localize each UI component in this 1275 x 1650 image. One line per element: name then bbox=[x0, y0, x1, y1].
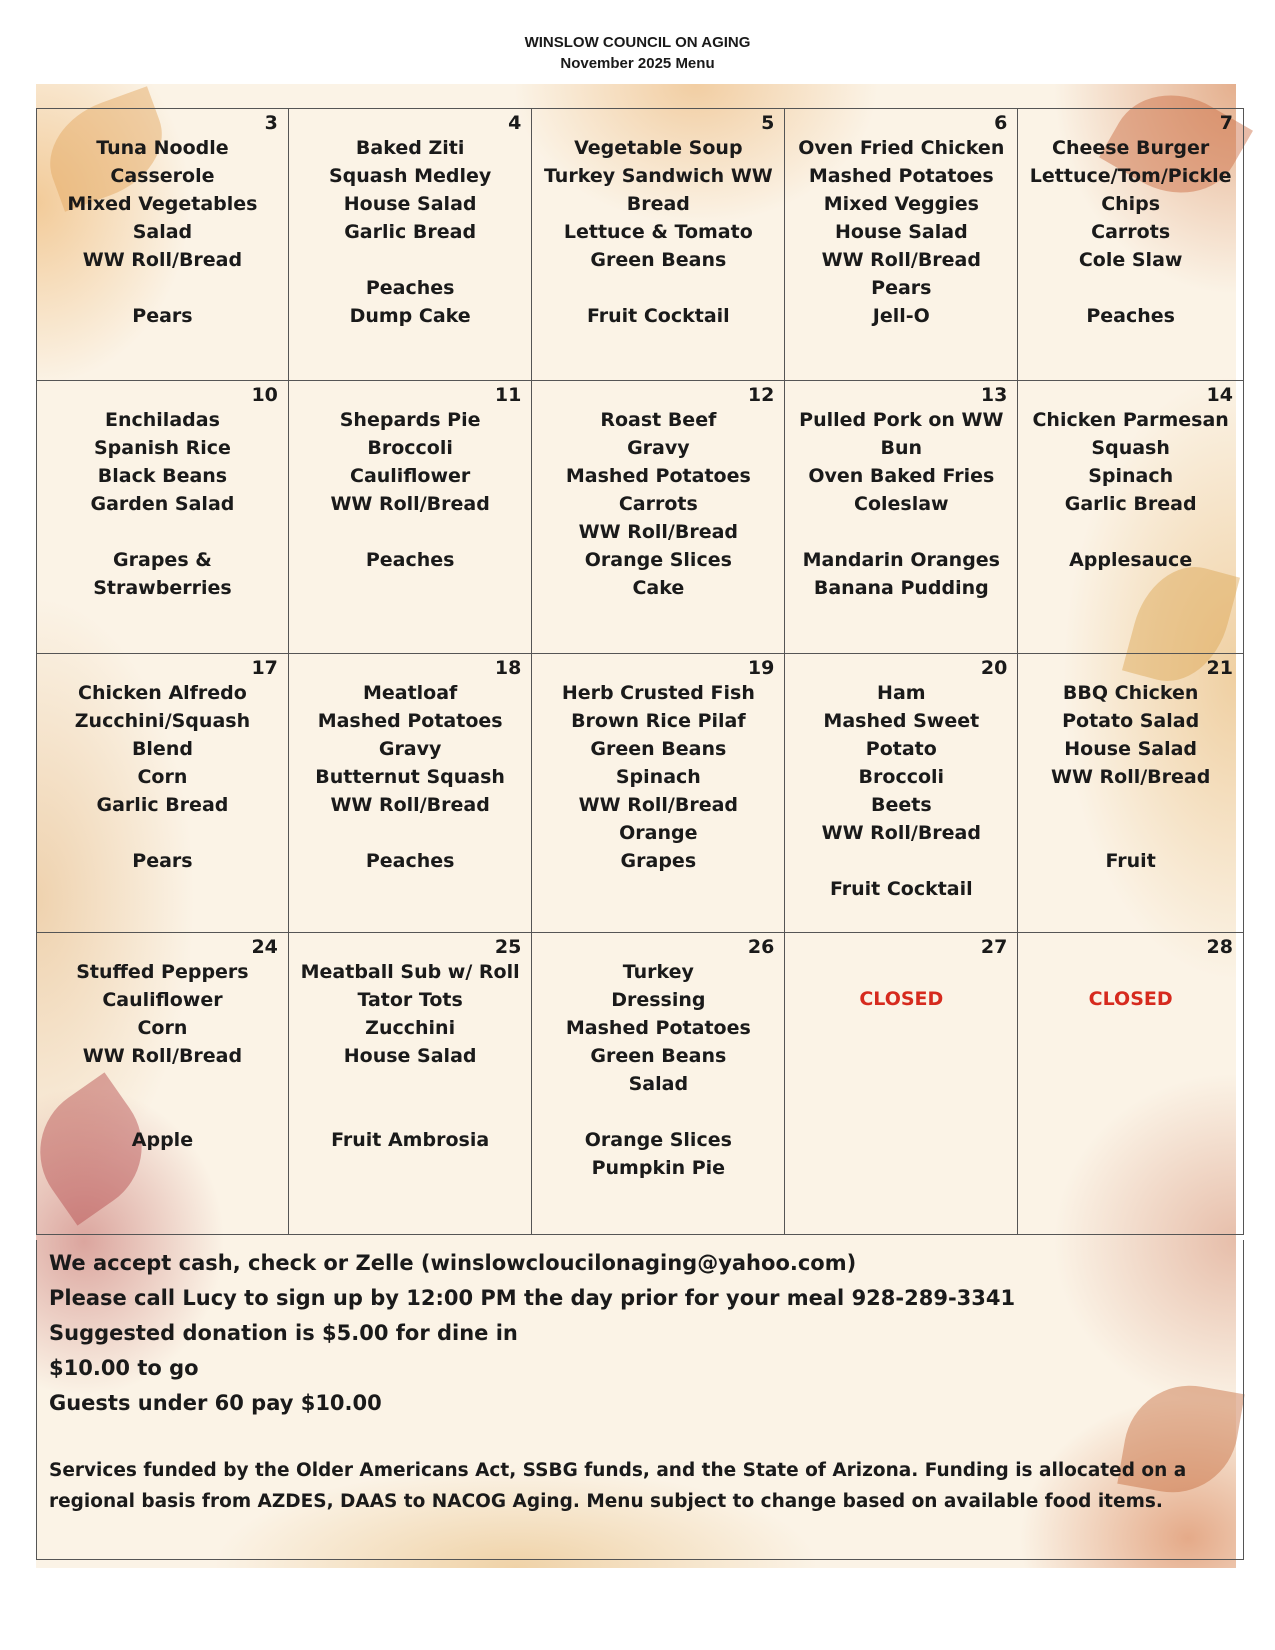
menu-item: Orange bbox=[619, 822, 698, 844]
donation-to-go: $10.00 to go bbox=[49, 1356, 199, 1380]
week-row bbox=[37, 933, 1244, 1235]
menu-item: Roast Beef bbox=[600, 409, 717, 431]
day-cell bbox=[532, 654, 785, 933]
day-cell bbox=[1018, 109, 1244, 381]
menu-item: Dressing bbox=[611, 989, 706, 1011]
menu-item: Tator Tots bbox=[357, 989, 463, 1011]
org-name: WINSLOW COUNCIL ON AGING bbox=[524, 34, 751, 51]
day-number: 20 bbox=[980, 657, 1008, 679]
blank-line bbox=[1024, 791, 1237, 819]
day-cell bbox=[288, 933, 531, 1235]
menu-item: Cheese Burger bbox=[1052, 137, 1210, 159]
day-number: 21 bbox=[1206, 657, 1233, 679]
menu-item: Broccoli bbox=[367, 437, 453, 459]
menu-item: House Salad bbox=[1064, 738, 1198, 760]
blank-line bbox=[1024, 518, 1237, 546]
menu-item: Broccoli bbox=[858, 766, 945, 788]
day-number: 10 bbox=[251, 384, 278, 406]
menu-item: Pears bbox=[132, 850, 193, 872]
day-number: 11 bbox=[494, 384, 522, 406]
day-cell bbox=[288, 109, 531, 381]
menu-item: Fruit Cocktail bbox=[586, 305, 730, 327]
menu-item: Tuna Noodle bbox=[96, 137, 229, 159]
day-number: 7 bbox=[1219, 112, 1233, 134]
blank-line bbox=[43, 518, 282, 546]
menu-item: WW Roll/Bread bbox=[330, 794, 490, 816]
menu-item: Zucchini/Squash bbox=[74, 710, 251, 732]
day-cell bbox=[785, 109, 1018, 381]
menu-item: Spanish Rice bbox=[94, 437, 231, 459]
menu-item: Chicken Alfredo bbox=[78, 682, 247, 704]
menu-item: Chips bbox=[1101, 193, 1161, 215]
menu-item: Fruit bbox=[1105, 850, 1156, 872]
day-number: 5 bbox=[761, 112, 775, 134]
menu-item: Turkey Sandwich WW bbox=[543, 165, 773, 187]
menu-item: Spinach bbox=[615, 766, 701, 788]
day-cell bbox=[532, 381, 785, 654]
menu-item: Carrots bbox=[1091, 221, 1171, 243]
menu-item: Dump Cake bbox=[349, 305, 471, 327]
day-cell bbox=[37, 109, 289, 381]
menu-item: Squash Medley bbox=[329, 165, 492, 187]
menu-item: Blend bbox=[131, 738, 193, 760]
day-cell bbox=[288, 381, 531, 654]
menu-item: Meatball Sub w/ Roll bbox=[300, 961, 520, 983]
menu-item: WW Roll/Bread bbox=[821, 822, 981, 844]
menu-item: Baked Ziti bbox=[355, 137, 465, 159]
menu-item: Cauliflower bbox=[350, 465, 471, 487]
day-number: 26 bbox=[747, 936, 775, 958]
menu-item: Gravy bbox=[627, 437, 690, 459]
menu-item: Banana Pudding bbox=[813, 577, 989, 599]
menu-item: Pumpkin Pie bbox=[591, 1157, 726, 1179]
week-row bbox=[37, 654, 1244, 933]
menu-item: WW Roll/Bread bbox=[821, 249, 981, 271]
funding-notice: Services funded by the Older Americans Act, SSBG funds, and the State of Arizona. Funding is allocated on a regional basis from AZDES, DAAS to NACOG Aging. Menu subject to change based on available food items. bbox=[49, 1460, 1187, 1512]
menu-item: Enchiladas bbox=[105, 409, 220, 431]
menu-item: Green Beans bbox=[590, 249, 727, 271]
menu-item: Coleslaw bbox=[854, 493, 949, 515]
menu-item: Garlic Bread bbox=[1064, 493, 1197, 515]
menu-item: Turkey bbox=[622, 961, 694, 983]
menu-item: Mashed Potatoes bbox=[565, 1017, 751, 1039]
menu-item: House Salad bbox=[343, 193, 477, 215]
menu-item: Salad bbox=[628, 1073, 689, 1095]
day-cell bbox=[1018, 654, 1244, 933]
menu-item: Fruit Ambrosia bbox=[331, 1129, 490, 1151]
day-cell bbox=[288, 654, 531, 933]
menu-item: Butternut Squash bbox=[315, 766, 505, 788]
day-number: 27 bbox=[980, 936, 1008, 958]
day-cell bbox=[532, 933, 785, 1235]
day-cell bbox=[785, 654, 1018, 933]
day-number: 25 bbox=[494, 936, 522, 958]
menu-item: House Salad bbox=[834, 221, 968, 243]
closed-label: CLOSED bbox=[1088, 988, 1173, 1010]
day-number: 6 bbox=[994, 112, 1008, 134]
menu-item: Fruit Cocktail bbox=[829, 878, 973, 900]
menu-item: Oven Fried Chicken bbox=[798, 137, 1005, 159]
menu-item: Herb Crusted Fish bbox=[561, 682, 755, 704]
menu-item: Stuffed Peppers bbox=[76, 961, 249, 983]
menu-item: Gravy bbox=[378, 738, 442, 760]
menu-footer bbox=[36, 1240, 1244, 1560]
menu-item: Corn bbox=[137, 1017, 188, 1039]
menu-item: Carrots bbox=[618, 493, 698, 515]
menu-item: Strawberries bbox=[93, 577, 232, 599]
menu-item: Casserole bbox=[110, 165, 215, 187]
menu-item: Applesauce bbox=[1069, 549, 1193, 571]
day-number: 24 bbox=[251, 936, 278, 958]
menu-item: Squash bbox=[1091, 437, 1170, 459]
menu-item: Peaches bbox=[365, 549, 455, 571]
payment-info: We accept cash, check or Zelle (winslowcloucilonaging@yahoo.com) bbox=[49, 1251, 857, 1275]
blank-line bbox=[295, 246, 525, 274]
menu-item: Salad bbox=[132, 221, 193, 243]
menu-item: Lettuce/Tom/Pickle bbox=[1029, 165, 1232, 187]
day-number: 18 bbox=[494, 657, 522, 679]
menu-item: Mandarin Oranges bbox=[802, 549, 1000, 571]
day-cell bbox=[785, 381, 1018, 654]
blank-line bbox=[538, 1098, 778, 1126]
menu-item: Peaches bbox=[365, 850, 455, 872]
day-number: 12 bbox=[747, 384, 775, 406]
menu-item: WW Roll/Bread bbox=[578, 794, 739, 816]
menu-item: WW Roll/Bread bbox=[578, 521, 739, 543]
blank-line bbox=[295, 819, 525, 847]
menu-item: Grapes bbox=[620, 850, 697, 872]
menu-item: Cauliflower bbox=[102, 989, 223, 1011]
day-cell bbox=[1018, 381, 1244, 654]
day-cell bbox=[37, 933, 289, 1235]
menu-item: Garden Salad bbox=[90, 493, 235, 515]
menu-item: Spinach bbox=[1088, 465, 1174, 487]
day-number: 14 bbox=[1206, 384, 1233, 406]
blank-line bbox=[791, 518, 1011, 546]
page-title bbox=[0, 32, 1275, 74]
menu-item: Zucchini bbox=[365, 1017, 456, 1039]
blank-line bbox=[538, 274, 778, 302]
blank-line bbox=[1024, 819, 1237, 847]
menu-item: Mashed Potatoes bbox=[565, 465, 751, 487]
menu-item: WW Roll/Bread bbox=[330, 493, 490, 515]
menu-item: Beets bbox=[870, 794, 932, 816]
menu-item: Mashed Sweet bbox=[823, 710, 980, 732]
menu-item: Chicken Parmesan bbox=[1032, 409, 1229, 431]
menu-calendar bbox=[36, 108, 1244, 1235]
menu-item: WW Roll/Bread bbox=[82, 249, 243, 271]
day-number: 3 bbox=[264, 112, 278, 134]
day-number: 28 bbox=[1206, 936, 1233, 958]
menu-item: BBQ Chicken bbox=[1062, 682, 1199, 704]
menu-item: Corn bbox=[137, 766, 188, 788]
signup-info: Please call Lucy to sign up by 12:00 PM the day prior for your meal 928-289-3341 bbox=[49, 1286, 1016, 1310]
day-number: 4 bbox=[508, 112, 522, 134]
menu-item: Potato Salad bbox=[1062, 710, 1200, 732]
menu-month: November 2025 Menu bbox=[560, 55, 715, 72]
menu-item: Potato bbox=[865, 738, 937, 760]
week-row bbox=[37, 109, 1244, 381]
day-cell bbox=[785, 933, 1018, 1235]
menu-item: Lettuce & Tomato bbox=[563, 221, 753, 243]
menu-item: Bun bbox=[880, 437, 923, 459]
menu-item: Pears bbox=[871, 277, 932, 299]
donation-dine-in: Suggested donation is $5.00 for dine in bbox=[49, 1321, 518, 1345]
day-cell bbox=[37, 654, 289, 933]
menu-item: Orange Slices bbox=[584, 549, 732, 571]
menu-item: Pears bbox=[132, 305, 193, 327]
menu-item: Cole Slaw bbox=[1078, 249, 1183, 271]
blank-line bbox=[791, 847, 1011, 875]
menu-item: Mixed Vegetables bbox=[67, 193, 258, 215]
menu-item: Vegetable Soup bbox=[574, 137, 743, 159]
menu-item: Peaches bbox=[1086, 305, 1175, 327]
menu-item: WW Roll/Bread bbox=[1050, 766, 1211, 788]
blank-line bbox=[1024, 274, 1237, 302]
day-number: 17 bbox=[251, 657, 278, 679]
day-number: 19 bbox=[747, 657, 775, 679]
day-cell bbox=[532, 109, 785, 381]
menu-item: Jell-O bbox=[872, 305, 930, 327]
menu-item: Brown Rice Pilaf bbox=[571, 710, 746, 732]
menu-item: WW Roll/Bread bbox=[82, 1045, 243, 1067]
week-row bbox=[37, 381, 1244, 654]
menu-item: Peaches bbox=[365, 277, 455, 299]
blank-line bbox=[295, 1070, 525, 1098]
menu-item: Oven Baked Fries bbox=[808, 465, 995, 487]
menu-item: Cake bbox=[632, 577, 685, 599]
blank-line bbox=[43, 1070, 282, 1098]
menu-item: Mashed Potatoes bbox=[317, 710, 503, 732]
menu-item: Green Beans bbox=[590, 738, 727, 760]
day-cell bbox=[1018, 933, 1244, 1235]
blank-line bbox=[295, 518, 525, 546]
blank-line bbox=[295, 1098, 525, 1126]
menu-item: Green Beans bbox=[590, 1045, 727, 1067]
blank-line bbox=[43, 274, 282, 302]
closed-label: CLOSED bbox=[859, 988, 944, 1010]
day-cell bbox=[37, 381, 289, 654]
menu-item: Bread bbox=[626, 193, 690, 215]
menu-item: Mashed Potatoes bbox=[808, 165, 994, 187]
menu-item: Orange Slices bbox=[584, 1129, 732, 1151]
blank-line bbox=[43, 819, 282, 847]
guest-price: Guests under 60 pay $10.00 bbox=[49, 1391, 382, 1415]
menu-item: House Salad bbox=[343, 1045, 477, 1067]
menu-item: Ham bbox=[877, 682, 926, 704]
menu-item: Shepards Pie bbox=[339, 409, 481, 431]
menu-item: Grapes & bbox=[113, 549, 212, 571]
menu-item: Apple bbox=[131, 1129, 194, 1151]
blank-line bbox=[43, 1098, 282, 1126]
menu-item: Meatloaf bbox=[362, 682, 458, 704]
menu-item: Garlic Bread bbox=[96, 794, 229, 816]
day-number: 13 bbox=[980, 384, 1008, 406]
menu-item: Black Beans bbox=[97, 465, 228, 487]
menu-item: Pulled Pork on WW bbox=[799, 409, 1004, 431]
menu-item: Garlic Bread bbox=[344, 221, 477, 243]
menu-item: Mixed Veggies bbox=[823, 193, 979, 215]
